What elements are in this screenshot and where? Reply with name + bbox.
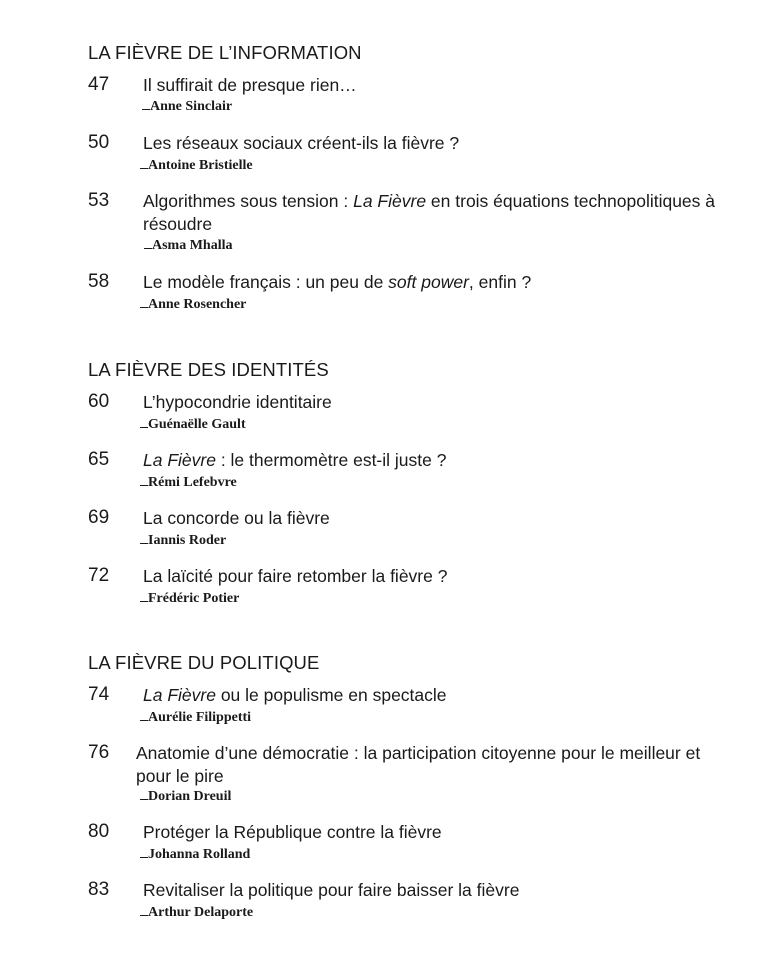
entry-title-italic: soft power [388,272,469,292]
entry-author: Anne Sinclair [142,99,232,115]
entry-title-text: ou le populisme en spectacle [215,685,447,705]
entry-title: Il suffirait de presque rien… [143,75,357,95]
page-number: 50 [88,132,110,153]
entry-title: Les réseaux sociaux créent-ils la fièvre ? [143,133,460,153]
entry-author: Arthur Delaporte [140,905,253,921]
page-number: 60 [88,391,110,412]
entry-title-text: , enfin ? [468,272,532,292]
entry-title-text: Le modèle français : un peu de [143,272,389,292]
entry-author: Iannis Roder [140,533,226,549]
entry-title-italic: La Fièvre [143,450,216,470]
entry-title: La laïcité pour faire retomber la fièvre ? [143,566,448,586]
entry-title [143,271,728,294]
entry-author: Aurélie Filippetti [140,710,251,726]
section-title: LA FIÈVRE DU POLITIQUE [88,652,320,673]
entry-title: La concorde ou la fièvre [143,508,330,528]
page-number: 74 [88,684,110,705]
entry-author: Guénaëlle Gault [140,417,246,433]
entry-author: Frédéric Potier [140,591,239,607]
entry-title-italic: La Fièvre [353,191,427,211]
entry-title: L’hypocondrie identitaire [143,392,332,412]
entry-title: Protéger la République contre la fièvre [143,822,442,842]
entry-title: Anatomie d’une démocratie : la participation citoyenne pour le meilleur et pour le pire [136,743,701,786]
entry-title [143,684,728,707]
page-number: 58 [88,271,110,292]
page-number: 69 [88,507,110,528]
entry-title: Revitaliser la politique pour faire baisser la fièvre [143,880,520,900]
page-number: 76 [88,742,110,763]
entry-author: Antoine Bristielle [140,158,253,174]
section-title: LA FIÈVRE DES IDENTITÉS [88,359,329,380]
page-number: 83 [88,879,110,900]
page-number: 47 [88,74,110,95]
entry-author: Johanna Rolland [140,847,250,863]
section-title: LA FIÈVRE DE L’INFORMATION [88,42,362,63]
entry-title-text: : le thermomètre est-il juste ? [215,450,447,470]
page-number: 80 [88,821,110,842]
entry-author: Anne Rosencher [140,297,246,313]
entry-title [143,449,728,472]
page-number: 72 [88,565,110,586]
entry-author: Dorian Dreuil [140,789,231,805]
page-number: 53 [88,190,110,211]
page-number: 65 [88,449,110,470]
entry-author: Asma Mhalla [144,238,233,254]
entry-title [143,190,728,236]
entry-title-italic: La Fièvre [143,685,216,705]
entry-title-text: en trois équations technopolitiques à résoudre [143,191,716,234]
entry-author: Rémi Lefebvre [140,475,237,491]
entry-title-text: Algorithmes sous tension : [143,191,354,211]
